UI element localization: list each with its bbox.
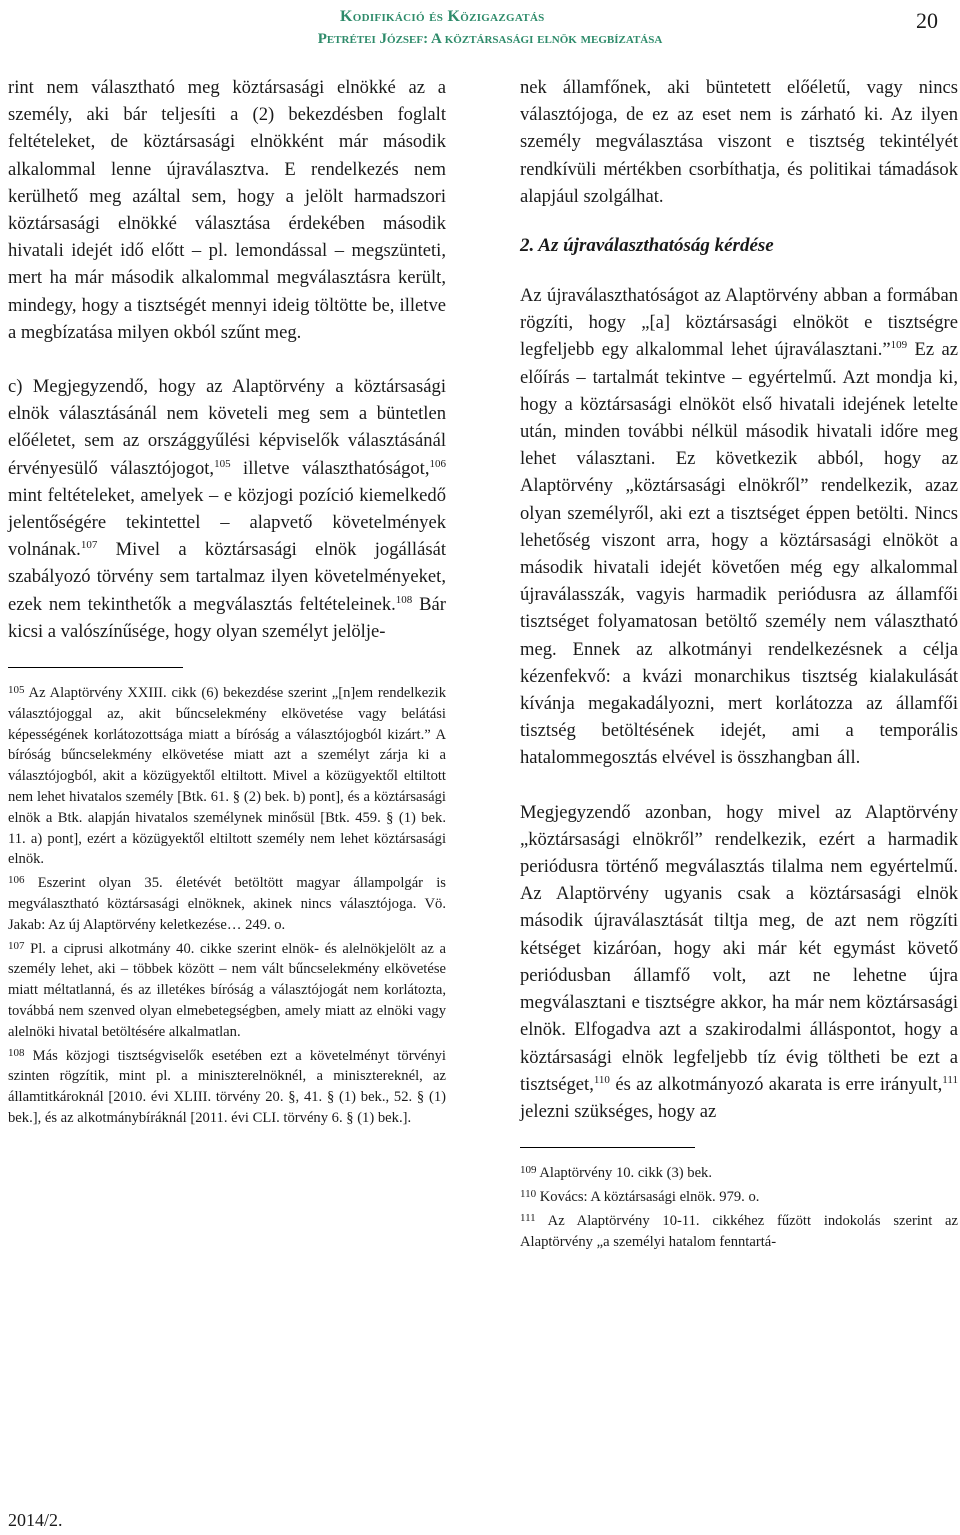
- footnote-number: 110: [520, 1187, 537, 1200]
- footnote-number: 109: [520, 1164, 537, 1177]
- footnote-text: Az Alaptörvény XXIII. cikk (6) bekezdése szerint „[n]em rendelkezik választójoggal az, akit bűncselekmény elkövetése vagy belátási képességének korlátozottsága miatt a bíróság a választójogból kizárt.” A bíróság bűncselekmény elkövetése miatt azt a személyt zárja ki a választójogból, akit a közügyektől eltiltott. Mivel a közügyektől eltiltott nem lehet hivatalos személy [Btk. 61. § (2) bek. b) pont], és a köztársasági elnök a Btk. alapján hivatalos személynek minősül [Btk. 459. § (1) bek. 11. a) pont], ezért a közügyektől eltiltott személy nem lehet köztársasági elnök.: [8, 685, 447, 868]
- footnote-number: 108: [8, 1046, 25, 1059]
- left-paragraph-1: rint nem választható meg köztársasági elnökké az a személy, aki bár teljesíti a (2) bekezdésben foglalt feltételeket, de köztársasági elnökként már második alkalommal lenne újraválasztva. E rendelkezés nem kerülhető meg azáltal sem, hogy a jelölt harmadszori köztársasági elnökké választása érdekében második hivatali idejét idő előtt – pl. lemondással – megszünteti, mert ha már második alkalommal megválasztásra került, mindegy, hogy a tisztségét mennyi ideig töltötte be, illetve a megbízatása milyen okból szűnt meg.: [8, 77, 446, 343]
- footnote-separator: [8, 667, 183, 668]
- footnote-ref-109[interactable]: 109: [890, 339, 908, 352]
- text-run: Megjegyzendő azonban, hogy mivel az Alaptörvény „köztársasági elnökről” rendelkezik, ezért a harmadik periódusra történő megválasztás tilalma nem egyértelmű. Az Alaptörvény ugyanis csak a köztársasági elnök második újraválasztását tiltja meg, de azt nem rögzíti kétséget kizáróan, hogy aki már két egymást követő periódusban államfő volt, azt ne lehetne újra megválasztani e tisztségre akkor, ha már nem köztársasági elnök. Elfogadva azt a szakirodalmi álláspontot, hogy a köztársasági elnök legfeljebb tíz évig töltheti be ezt a tisztséget,: [520, 801, 958, 1095]
- footnote-106: [8, 870, 446, 935]
- issue-footer: 2014/2.: [8, 1510, 63, 1530]
- footnote-ref-111[interactable]: 111: [942, 1073, 958, 1086]
- footnote-text: Eszerint olyan 35. életévét betöltött magyar állampolgár is megválasztható köztársasági elnöknek, akinek nincs választójoga. Vö. Jakab: Az új Alaptörvény keletkezése… 249. o.: [8, 875, 446, 933]
- footnote-number: 105: [8, 684, 25, 697]
- footnote-111: [520, 1208, 958, 1253]
- right-paragraph-1: nek államfőnek, aki büntetett előéletű, vagy nincs választójoga, de ez az eset nem is zárható ki. Az ilyen személy megválasztása viszont e tisztség tekintélyét rendkívüli mértékben csorbíthatja, és politikai támadások alapjául szolgálhat.: [520, 77, 958, 207]
- left-paragraph-2: [8, 373, 446, 645]
- text-run: illetve választhatóságot,: [243, 457, 430, 479]
- footnote-108: [8, 1043, 446, 1129]
- text-run: jelezni szükséges, hogy az: [520, 1100, 717, 1122]
- text-run: Bár kicsi a valószínűsége, hogy olyan személyt jelölje-: [8, 593, 446, 642]
- footnote-number: 111: [520, 1211, 536, 1224]
- footnote-separator: [520, 1147, 695, 1148]
- footnote-number: 107: [8, 939, 25, 952]
- footnote-110: [520, 1184, 958, 1208]
- footnote-ref-110[interactable]: 110: [593, 1073, 610, 1086]
- text-run: Ez az előírás – tartalmát tekintve – egyértelmű. Azt mondja ki, hogy a köztársasági elnököt első hivatali idejének letelte után, minden további nélkül második hivatali időre meg lehet választani. Ez következik abból, hogy az Alaptörvény „köztársasági elnökről” rendelkezik, azaz olyan személyről, aki ezt a tisztséget éppen betölti. Nincs lehetőség viszont arra, hogy a köztársasági elnököt a második hivatali idejét követően még egy alkalommal újraválasszák, vagyis harmadik periódusra az államfői tisztséget folyamatosan betöltő személy nem választható meg. Ennek az alkotmányi rendelkezésnek a célja kézenfekvő: a kvázi monarchikus tisztség kialakulását kívánja megakadályozni, mert korlátozza az államfői tisztség betöltésének idejét, ami a temporális hatalommegosztás elvével is összhangban áll.: [520, 339, 959, 769]
- right-column: [520, 74, 958, 1252]
- text-run: és az alkotmányozó akarata is erre irányult,: [615, 1073, 943, 1095]
- article-title: Petrétei József: A köztársasági elnök megbízatása: [317, 31, 663, 47]
- footnote-text: Pl. a ciprusi alkotmány 40. cikke szerint elnök- és alelnökjelölt az a személy lehet, aki – többek között – nem vált bűncselekmény elkövetése miatt méltatlanná, és az illetékes bíróság a választójogát nem korlátozta, továbbá nem szenved olyan elmebetegségben, amely miatt az elnöki vagy alelnöki hivatal betöltésére alkalmatlan.: [8, 940, 446, 1040]
- right-paragraph-3: [520, 799, 958, 1125]
- text-run: c) Megjegyzendő, hogy az Alaptörvény a köztársasági elnök választásánál nem követeli meg sem a büntetlen előéletet, sem az országgyűlési képviselők választásánál érvényesülő választójogot,: [8, 376, 446, 479]
- footnote-109: [520, 1160, 958, 1184]
- footnote-text: Más közjogi tisztségviselők esetében ezt a követelményt törvényi szinten rögzítik, mint pl. a miniszterelnöknél, a minisztereknél, az államtitkároknál [2010. évi XLIII. törvény 20. §, 41. § (1) bek., 52. § (1) bek.], és az alkotmánybíráknál [2011. évi CLI. törvény 6. § (1) bek.].: [8, 1047, 446, 1126]
- footnote-ref-105[interactable]: 105: [214, 457, 231, 470]
- text-run: mint feltételeket, amelyek – e közjogi pozíció kiemelkedő jelentőségére tekintettel – alapvető követelmények volnának.: [8, 484, 446, 561]
- footnote-text: Az Alaptörvény 10-11. cikkéhez fűzött indokolás szerint az Alaptörvény „a személyi hatalom fenntartá-: [520, 1212, 958, 1250]
- text-run: Mivel a köztársasági elnök jogállását szabályozó törvény sem tartalmaz ilyen követelményeket, ezek nem tekinthetők a megválasztás feltételeinek.: [8, 539, 446, 615]
- footnote-ref-107[interactable]: 107: [80, 539, 98, 552]
- page-header: [0, 4, 960, 48]
- footnote-105: [8, 680, 446, 870]
- page-number: 20: [916, 8, 938, 33]
- journal-title: Kodifikáció és Közigazgatás: [340, 8, 545, 25]
- footnote-text: Kovács: A köztársasági elnök. 979. o.: [539, 1188, 760, 1205]
- footnote-ref-106[interactable]: 106: [429, 457, 446, 470]
- right-paragraph-2: [520, 282, 958, 772]
- footnote-number: 106: [8, 874, 25, 887]
- left-column: [8, 74, 446, 1129]
- section-heading: 2. Az újraválaszthatóság kérdése: [520, 235, 774, 257]
- text-run: Az újraválaszthatóságot az Alaptörvény abban a formában rögzíti, hogy „[a] köztársasági elnököt e tisztségre legfeljebb egy alkalommal lehet újraválasztani.”: [520, 285, 958, 361]
- footnote-107: [8, 936, 446, 1043]
- footnote-ref-108[interactable]: 108: [395, 593, 413, 606]
- footnote-text: Alaptörvény 10. cikk (3) bek.: [539, 1165, 712, 1182]
